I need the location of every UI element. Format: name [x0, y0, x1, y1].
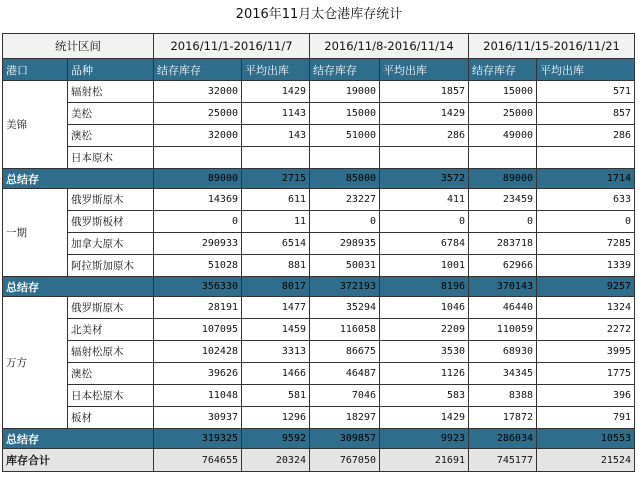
variety-cell: 美松 [68, 103, 154, 125]
column-header-row [3, 59, 635, 81]
subtotal-avg-cell: 1714 [537, 169, 635, 189]
stock-cell: 86675 [310, 341, 380, 363]
subtotal-avg-cell: 3572 [380, 169, 469, 189]
inventory-table [2, 33, 635, 472]
avg-out-cell: 2272 [537, 319, 635, 341]
avg-out-cell: 1477 [242, 297, 310, 319]
stock-cell: 23227 [310, 189, 380, 211]
col-avg-2: 平均出库 [380, 59, 469, 81]
stock-cell [469, 147, 537, 169]
grand-total-stock-cell: 764655 [154, 449, 242, 472]
stock-cell: 32000 [154, 125, 242, 147]
stock-cell: 107095 [154, 319, 242, 341]
table-row [3, 297, 635, 319]
subtotal-avg-cell: 8196 [380, 277, 469, 297]
grand-total-avg-cell: 20324 [242, 449, 310, 472]
avg-out-cell: 571 [537, 81, 635, 103]
avg-out-cell: 286 [380, 125, 469, 147]
avg-out-cell: 6784 [380, 233, 469, 255]
stock-cell: 32000 [154, 81, 242, 103]
subtotal-avg-cell: 2715 [242, 169, 310, 189]
stock-cell: 102428 [154, 341, 242, 363]
port-cell: 一期 [3, 189, 68, 277]
table-row [3, 319, 635, 341]
variety-cell: 俄罗斯板材 [68, 211, 154, 233]
avg-out-cell: 1775 [537, 363, 635, 385]
avg-out-cell: 611 [242, 189, 310, 211]
stock-cell: 34345 [469, 363, 537, 385]
stock-cell: 116058 [310, 319, 380, 341]
stock-cell: 110059 [469, 319, 537, 341]
avg-out-cell: 1143 [242, 103, 310, 125]
subtotal-label: 总结存 [3, 277, 154, 297]
stock-cell: 11048 [154, 385, 242, 407]
avg-out-cell: 857 [537, 103, 635, 125]
table-row [3, 363, 635, 385]
subtotal-stock-cell: 89000 [469, 169, 537, 189]
grand-total-avg-cell: 21691 [380, 449, 469, 472]
grand-total-stock-cell: 745177 [469, 449, 537, 472]
avg-out-cell: 791 [537, 407, 635, 429]
grand-total-avg-cell: 21524 [537, 449, 635, 472]
subtotal-stock-cell: 356330 [154, 277, 242, 297]
stock-cell: 46487 [310, 363, 380, 385]
avg-out-cell: 1339 [537, 255, 635, 277]
grand-total-row [3, 449, 635, 472]
subtotal-avg-cell: 10553 [537, 429, 635, 449]
stock-cell: 15000 [310, 103, 380, 125]
port-cell: 万方 [3, 297, 68, 429]
avg-out-cell [380, 147, 469, 169]
avg-out-cell: 2209 [380, 319, 469, 341]
grand-total-label: 库存合计 [3, 449, 154, 472]
period-header-row [3, 34, 635, 59]
stock-cell: 62966 [469, 255, 537, 277]
subtotal-label: 总结存 [3, 429, 154, 449]
stock-cell: 35294 [310, 297, 380, 319]
stock-cell: 18297 [310, 407, 380, 429]
stock-cell: 17872 [469, 407, 537, 429]
table-row [3, 385, 635, 407]
subtotal-stock-cell: 286034 [469, 429, 537, 449]
avg-out-cell: 6514 [242, 233, 310, 255]
avg-out-cell [537, 147, 635, 169]
col-stock-1: 结存库存 [154, 59, 242, 81]
period-label: 统计区间 [3, 34, 154, 59]
subtotal-row [3, 429, 635, 449]
avg-out-cell: 3530 [380, 341, 469, 363]
stock-cell: 283718 [469, 233, 537, 255]
avg-out-cell: 0 [537, 211, 635, 233]
col-avg-3: 平均出库 [537, 59, 635, 81]
table-row [3, 103, 635, 125]
stock-cell: 290933 [154, 233, 242, 255]
subtotal-avg-cell: 9923 [380, 429, 469, 449]
avg-out-cell: 286 [537, 125, 635, 147]
avg-out-cell: 1429 [380, 103, 469, 125]
avg-out-cell: 0 [380, 211, 469, 233]
stock-cell: 39626 [154, 363, 242, 385]
subtotal-stock-cell: 89000 [154, 169, 242, 189]
stock-cell: 46440 [469, 297, 537, 319]
avg-out-cell: 3313 [242, 341, 310, 363]
stock-cell: 15000 [469, 81, 537, 103]
subtotal-avg-cell: 9257 [537, 277, 635, 297]
port-cell: 美锦 [3, 81, 68, 169]
avg-out-cell: 3995 [537, 341, 635, 363]
subtotal-avg-cell: 8017 [242, 277, 310, 297]
table-row [3, 255, 635, 277]
stock-cell: 68930 [469, 341, 537, 363]
variety-cell: 板材 [68, 407, 154, 429]
avg-out-cell [242, 147, 310, 169]
table-row [3, 211, 635, 233]
stock-cell: 50031 [310, 255, 380, 277]
subtotal-stock-cell: 309857 [310, 429, 380, 449]
period-3: 2016/11/15-2016/11/21 [469, 34, 635, 59]
stock-cell: 51028 [154, 255, 242, 277]
stock-cell: 25000 [469, 103, 537, 125]
avg-out-cell: 1466 [242, 363, 310, 385]
subtotal-stock-cell: 372193 [310, 277, 380, 297]
stock-cell: 23459 [469, 189, 537, 211]
avg-out-cell: 396 [537, 385, 635, 407]
stock-cell: 7046 [310, 385, 380, 407]
stock-cell: 28191 [154, 297, 242, 319]
stock-cell: 0 [154, 211, 242, 233]
subtotal-avg-cell: 9592 [242, 429, 310, 449]
avg-out-cell: 7285 [537, 233, 635, 255]
avg-out-cell: 143 [242, 125, 310, 147]
table-row [3, 125, 635, 147]
subtotal-row [3, 277, 635, 297]
subtotal-stock-cell: 319325 [154, 429, 242, 449]
stock-cell: 14369 [154, 189, 242, 211]
period-2: 2016/11/8-2016/11/14 [310, 34, 469, 59]
stock-cell: 8388 [469, 385, 537, 407]
avg-out-cell: 583 [380, 385, 469, 407]
period-1: 2016/11/1-2016/11/7 [154, 34, 310, 59]
subtotal-row [3, 169, 635, 189]
subtotal-stock-cell: 85000 [310, 169, 380, 189]
col-port: 港口 [3, 59, 68, 81]
stock-cell [154, 147, 242, 169]
stock-cell: 51000 [310, 125, 380, 147]
inventory-table-body [3, 34, 635, 472]
grand-total-stock-cell: 767050 [310, 449, 380, 472]
variety-cell: 澳松 [68, 363, 154, 385]
stock-cell: 0 [469, 211, 537, 233]
stock-cell: 19000 [310, 81, 380, 103]
avg-out-cell: 1001 [380, 255, 469, 277]
stock-cell: 298935 [310, 233, 380, 255]
stock-cell: 30937 [154, 407, 242, 429]
avg-out-cell: 11 [242, 211, 310, 233]
avg-out-cell: 1429 [380, 407, 469, 429]
table-row [3, 233, 635, 255]
page-title: 2016年11月太仓港库存统计 [235, 7, 403, 22]
avg-out-cell: 1857 [380, 81, 469, 103]
avg-out-cell: 881 [242, 255, 310, 277]
table-row [3, 189, 635, 211]
table-row [3, 341, 635, 363]
col-variety: 品种 [68, 59, 154, 81]
col-stock-2: 结存库存 [310, 59, 380, 81]
stock-cell: 49000 [469, 125, 537, 147]
variety-cell: 辐射松原木 [68, 341, 154, 363]
table-row [3, 81, 635, 103]
subtotal-stock-cell: 370143 [469, 277, 537, 297]
col-avg-1: 平均出库 [242, 59, 310, 81]
avg-out-cell: 411 [380, 189, 469, 211]
avg-out-cell: 1046 [380, 297, 469, 319]
variety-cell: 辐射松 [68, 81, 154, 103]
stock-cell: 0 [310, 211, 380, 233]
variety-cell: 日本松原木 [68, 385, 154, 407]
avg-out-cell: 1126 [380, 363, 469, 385]
avg-out-cell: 1429 [242, 81, 310, 103]
avg-out-cell: 633 [537, 189, 635, 211]
table-row [3, 147, 635, 169]
avg-out-cell: 1459 [242, 319, 310, 341]
variety-cell: 澳松 [68, 125, 154, 147]
avg-out-cell: 581 [242, 385, 310, 407]
variety-cell: 俄罗斯原木 [68, 189, 154, 211]
table-row [3, 407, 635, 429]
variety-cell: 日本原木 [68, 147, 154, 169]
variety-cell: 北美材 [68, 319, 154, 341]
subtotal-label: 总结存 [3, 169, 154, 189]
stock-cell [310, 147, 380, 169]
col-stock-3: 结存库存 [469, 59, 537, 81]
variety-cell: 俄罗斯原木 [68, 297, 154, 319]
stock-cell: 25000 [154, 103, 242, 125]
avg-out-cell: 1324 [537, 297, 635, 319]
variety-cell: 阿拉斯加原木 [68, 255, 154, 277]
avg-out-cell: 1296 [242, 407, 310, 429]
variety-cell: 加拿大原木 [68, 233, 154, 255]
